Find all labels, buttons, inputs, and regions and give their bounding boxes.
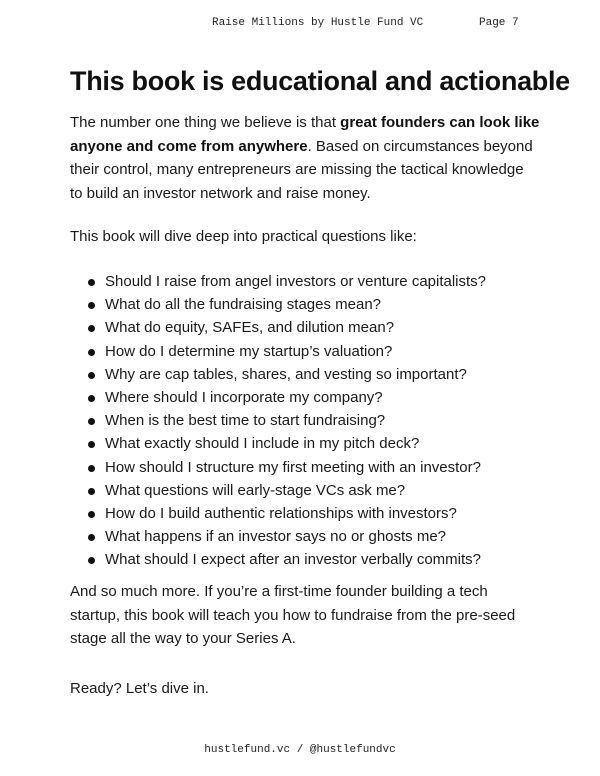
intro-emphasis: great founders can look like anyone and come from anywhere — [70, 114, 540, 155]
outro-paragraph: And so much more. If you’re a first-time founder building a tech startup, this book will teach you how to fundraise from the pre-seed stage all the way to your Series A. — [70, 583, 516, 647]
bullet-icon — [88, 325, 95, 332]
bullet-icon — [88, 395, 95, 402]
intro-text-before: The number one thing we believe is that — [70, 114, 341, 131]
question-text: Should I raise from angel investors or venture capitalists? — [105, 273, 487, 290]
lead-in-paragraph: This book will dive deep into practical questions like: — [70, 228, 417, 245]
question-text: What should I expect after an investor verbally commits? — [105, 551, 481, 569]
question-item — [88, 525, 548, 548]
bullet-icon — [88, 557, 95, 564]
question-item — [88, 502, 548, 525]
question-text: What questions will early-stage VCs ask me? — [105, 481, 406, 499]
question-item — [88, 456, 548, 479]
closing-line: Ready? Let’s dive in. — [70, 680, 209, 697]
intro-paragraph — [70, 111, 540, 205]
question-text: Why are cap tables, shares, and vesting so important? — [105, 365, 467, 383]
book-title: Raise Millions by Hustle Fund VC — [212, 17, 424, 29]
bullet-icon — [88, 279, 95, 286]
bullet-icon — [88, 418, 95, 425]
question-text: How do I determine my startup’s valuation? — [105, 342, 393, 360]
question-list — [88, 270, 548, 572]
question-item — [88, 386, 548, 409]
bullet-icon — [88, 441, 95, 448]
bullet-icon — [88, 349, 95, 356]
question-item — [88, 340, 548, 363]
question-text: How do I build authentic relationships with investors? — [105, 505, 457, 523]
question-text: How should I structure my first meeting with an investor? — [105, 458, 481, 476]
intro-text-after: . Based on circumstances beyond their control, many entrepreneurs are missing the tactical knowledge to build an investor network and raise money. — [70, 137, 533, 202]
question-item — [88, 316, 548, 339]
question-text: What exactly should I include in my pitch deck? — [105, 435, 420, 453]
question-item — [88, 548, 548, 571]
bullet-icon — [88, 372, 95, 379]
question-text: When is the best time to start fundraising? — [105, 412, 386, 430]
bullet-icon — [88, 465, 95, 472]
question-text: Where should I incorporate my company? — [105, 389, 383, 407]
question-text: What happens if an investor says no or ghosts me? — [105, 528, 447, 546]
question-item — [88, 363, 548, 386]
question-text: What do equity, SAFEs, and dilution mean? — [105, 319, 395, 337]
bullet-icon — [88, 511, 95, 518]
running-footer: hustlefund.vc / @hustlefundvc — [204, 744, 396, 756]
page-title: This book is educational and actionable — [70, 66, 570, 96]
bullet-icon — [88, 534, 95, 541]
running-header — [0, 17, 600, 35]
question-item — [88, 409, 548, 432]
bullet-icon — [88, 488, 95, 495]
question-item — [88, 270, 548, 293]
page-number: Page 7 — [479, 17, 519, 29]
question-item — [88, 479, 548, 502]
question-text: What do all the fundraising stages mean? — [105, 296, 381, 314]
question-item — [88, 293, 548, 316]
bullet-icon — [88, 302, 95, 309]
question-item — [88, 432, 548, 455]
